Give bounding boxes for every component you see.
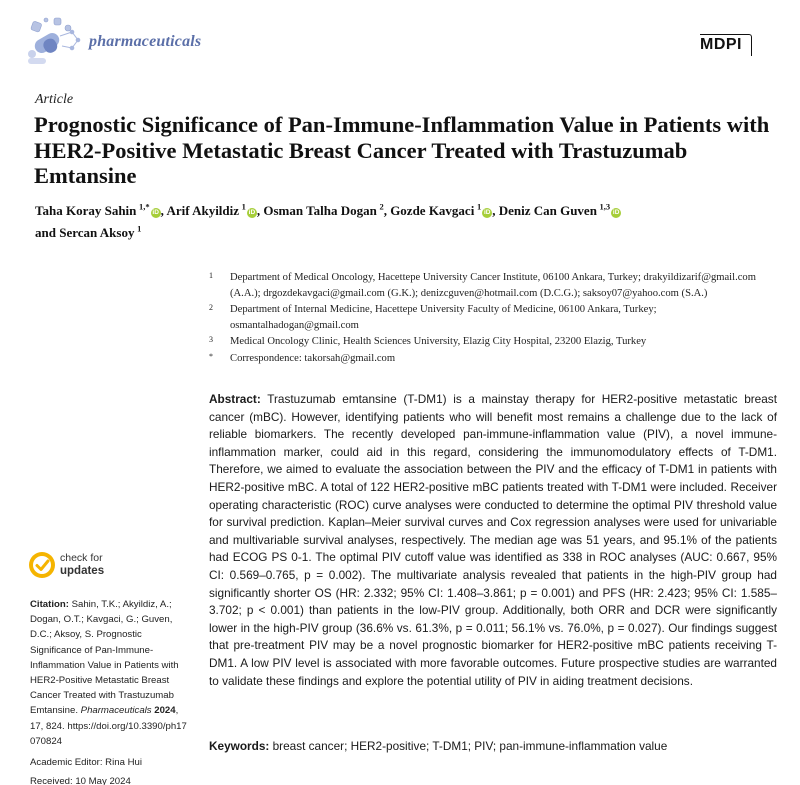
author-affiliation-mark: 1,3 [599,201,611,212]
citation-text: Sahin, T.K.; Akyildiz, A.; Dogan, O.T.; Kavgaci, G.; Guven, D.C.; Aksoy, S. Prognostic Significance of Pan-Immune-Inflammation Value in Patients with HER2-Positive Metastatic Breast Cancer Treated with Trastuzumab Emtansine. [30,599,179,717]
citation-volume: , 17, 824. [30,705,179,732]
author-list [35,200,775,244]
author-name: Sercan Aksoy [59,225,135,240]
received-date: Received: 10 May 2024 [30,776,131,785]
abstract [209,391,777,690]
check-for-updates-button[interactable] [28,548,138,584]
orcid-icon[interactable]: iD [248,209,256,216]
citation-journal: Pharmaceuticals [80,705,152,717]
author-name: Gozde Kavgaci [390,203,475,218]
updates-line1: check for [60,552,103,564]
orcid-icon[interactable]: iD [152,209,159,216]
affiliation-text: Department of Internal Medicine, Hacettepe University Faculty of Medicine, 06100 Ankara, Turkey; osmantalhadogan@gmail.com [230,304,657,331]
author [166,203,260,218]
journal-name: pharmaceuticals [89,33,202,50]
citation-label: Citation: [30,599,69,610]
citation-doi-link[interactable]: https://doi.org/10.3390/ph17070824 [30,720,187,747]
affiliation-number: 2 [209,303,213,313]
orcid-icon[interactable]: iD [483,209,491,216]
author-affiliation-mark: 1 [476,201,482,212]
keywords-label: Keywords: [209,739,270,753]
author-separator: , [383,203,387,218]
updates-line2: updates [60,565,105,577]
author-name: Arif Akyildiz [166,203,240,218]
keywords [209,738,777,755]
affiliation-item [209,351,779,367]
check-updates-icon [28,550,56,580]
author-prefix: and [35,225,60,240]
correspondence-text: Correspondence: takorsah@gmail.com [230,352,396,364]
author [35,203,164,218]
author [499,203,621,218]
affiliation-text: Department of Medical Oncology, Hacettepe University Cancer Institute, 06100 Ankara, Turkey; drakyildizarif@gmail.com (A.A.); drgozdekavgaci@gmail.com (G.K.); denizcguven@hotmail.com (D.C.G.); saksoy07@yahoo.com (S.A.) [230,272,756,299]
affiliation-item [209,334,779,350]
keywords-text: breast cancer; HER2-positive; T-DM1; PIV; pan-immune-inflammation value [272,739,668,753]
abstract-text: Trastuzumab emtansine (T-DM1) is a mainstay therapy for HER2-positive metastatic breast cancer (mBC). However, identifying patients who will benefit most remains a challenge due to the lack of reliable biomarkers. The recently developed pan-immune-inflammation value (PIV), a novel immune-inflammation marker, could aid in this regard, considering the immunomodulatory effects of T-DM1. Therefore, we aimed to evaluate the association between the PIV and the efficacy of T-DM1 in patients with HER2-positive mBC. A total of 122 HER2-positive mBC patients treated with T-DM1 were included. Receiver operating characteristic (ROC) curve analyses were conducted to determine the optimal PIV threshold value for survival prediction. Kaplan–Meier survival curves and Cox regression analyses were used for univariable and multivariable survival analyses, respectively. The median age was 51 years, and 95.1% of the patients had ECOG PS 0-1. The optimal PIV cutoff value was identified as 338 in ROC analyses (AUC: 0.667, 95% CI: 0.569–0.765, p = 0.002). The multivariate analysis revealed that patients in the high-PIV group had significantly shorter OS (HR: 2.332; 95% CI: 1.408–3.861; p = 0.001) and PFS (HR: 2.423; 95% CI: 1.585–3.702; p < 0.001) than patients in the low-PIV group. Additionally, both ORR and DCR were significantly lower in the high-PIV group (36.6% vs. 61.3%, p = 0.011; 56.1% vs. 76.0%, p = 0.027). Our findings suggest that pre-treatment PIV may be a novel prognostic biomarker for HER2-positive mBC patients receiving T-DM1. A low PIV level is associated with more favorable outcomes. Future prospective studies are warranted to validate these findings and explore the potential utility of PIV in aiding treatment decisions. [209,392,777,688]
author [35,225,141,240]
journal-logo-icon [24,16,82,66]
paper-title: Prognostic Significance of Pan-Immune-Inflammation Value in Patients with HER2-Positive Metastatic Breast Cancer Treated with Trastuzumab Emtansine [34,112,770,188]
mdpi-logo-text: MDPI [700,36,742,53]
article-type: Article [35,92,74,107]
affiliations [209,270,779,368]
author-separator: , [160,203,164,218]
affiliation-number: * [209,351,213,361]
affiliation-text: Medical Oncology Clinic, Health Sciences University, Elazig City Hospital, 23200 Elazig, Turkey [230,336,647,348]
author-affiliation-mark: 1 [137,223,142,234]
citation-block [30,597,190,749]
author-name: Taha Koray Sahin [35,203,137,218]
author-affiliation-mark: 2 [379,201,384,212]
author-separator: , [492,203,496,218]
author-name: Deniz Can Guven [498,203,597,218]
author-affiliation-mark: 1 [241,201,246,212]
citation-year: 2024 [154,705,176,717]
affiliation-item [209,302,779,333]
abstract-label: Abstract: [209,392,261,406]
author-affiliation-mark: 1,* [139,201,150,212]
author-separator: , [256,203,261,218]
author [263,203,387,218]
author-name: Osman Talha Dogan [263,203,377,218]
orcid-icon[interactable]: iD [612,209,620,216]
affiliation-number: 1 [209,271,213,280]
academic-editor: Academic Editor: Rina Hui [30,757,142,768]
mdpi-logo [700,34,756,58]
affiliation-item [209,270,779,301]
author [390,203,495,218]
affiliation-number: 3 [209,335,213,345]
